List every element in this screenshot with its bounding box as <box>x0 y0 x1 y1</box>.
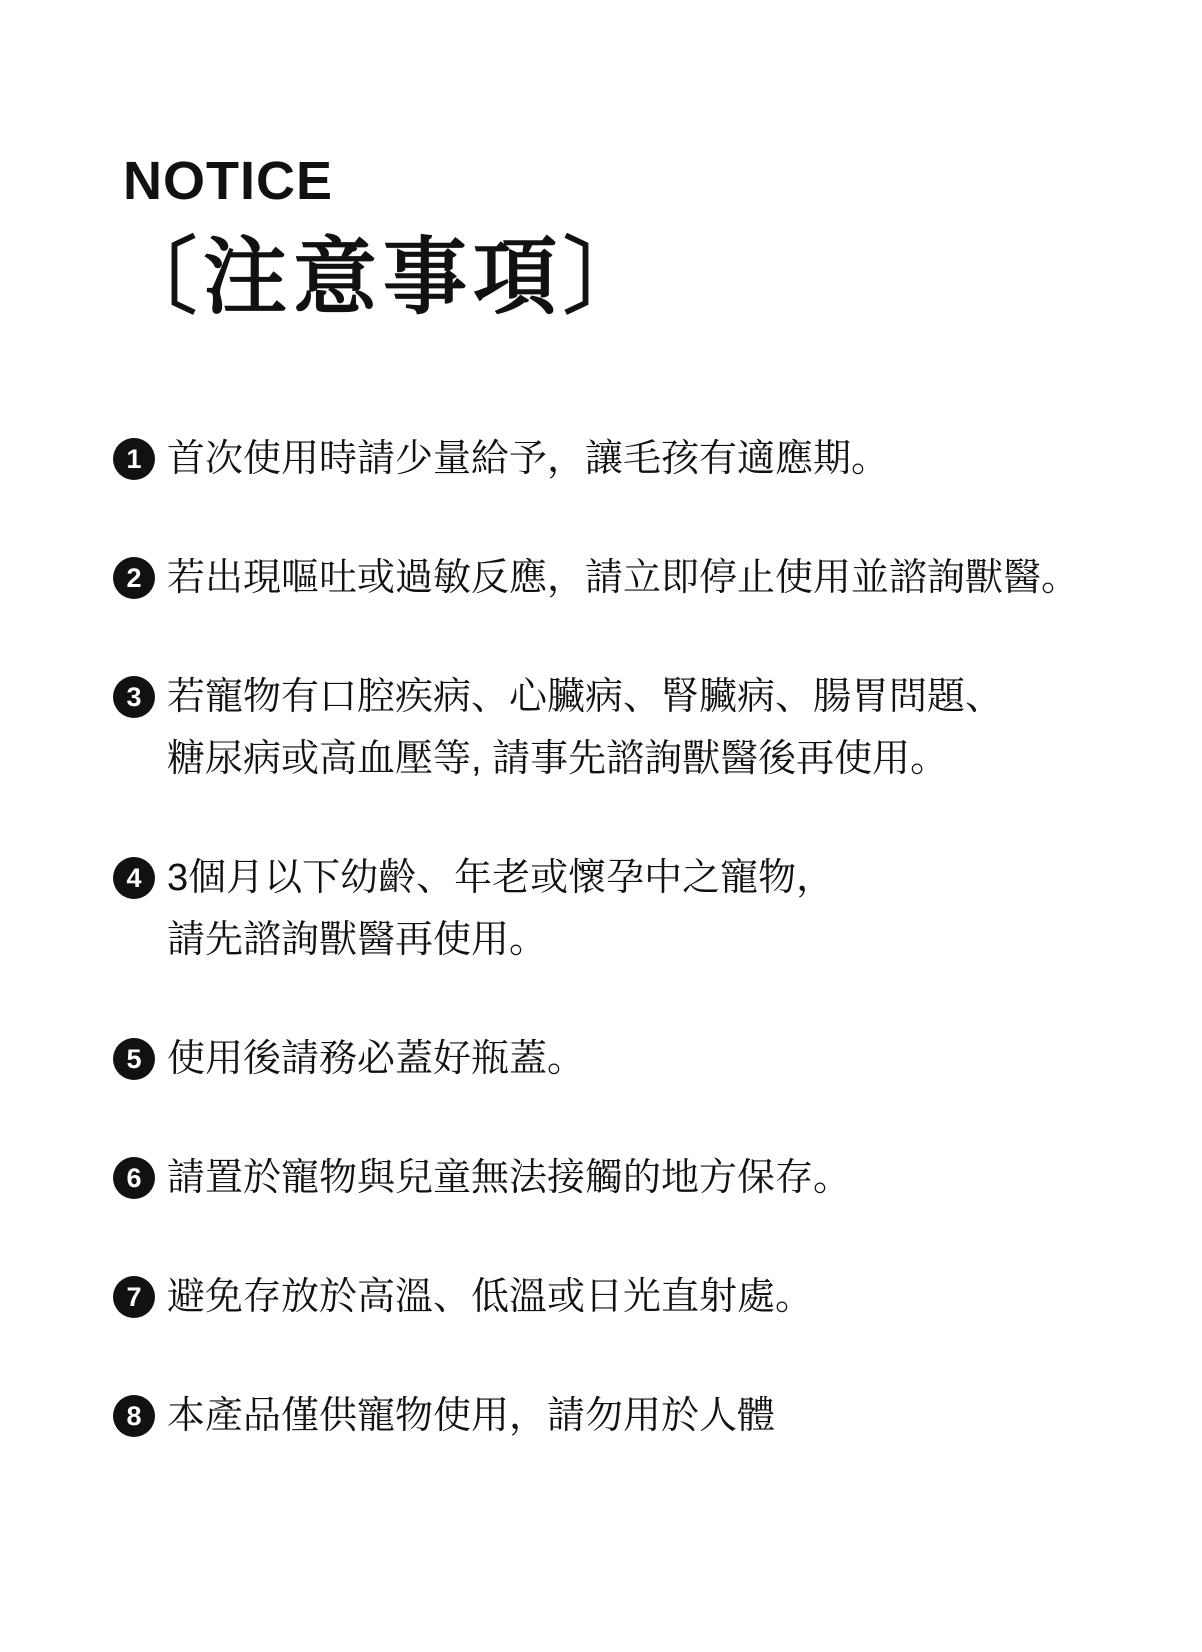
notice-text <box>167 1266 813 1328</box>
notice-text <box>167 547 1079 609</box>
notice-number-badge: 1 <box>113 438 155 480</box>
notice-text <box>167 847 834 971</box>
notice-text-line: 請先諮詢獸醫再使用。 <box>167 919 548 962</box>
page-title-chinese: 〔注意事項〕 <box>113 230 654 325</box>
notice-text-line: 避免存放於高溫、低溫或日光直射處。 <box>167 1276 814 1319</box>
notice-text <box>167 1147 851 1209</box>
notice-number-badge: 3 <box>113 676 155 718</box>
notice-item <box>113 666 1162 790</box>
notice-text-line: 首次使用時請少量給予，讓毛孩有適應期。 <box>167 438 890 481</box>
notice-item <box>113 547 1162 609</box>
notice-text <box>167 1385 775 1447</box>
notice-text <box>167 1028 585 1090</box>
notice-text-line: 3個月以下幼齡、年老或懷孕中之寵物， <box>167 857 835 900</box>
notice-number-badge: 6 <box>113 1157 155 1199</box>
notice-text-line: 糖尿病或高血壓等, 請事先諮詢獸醫後再使用。 <box>167 738 949 781</box>
page-title-english: NOTICE <box>123 151 334 211</box>
notice-number-badge: 5 <box>113 1038 155 1080</box>
notice-item <box>113 1385 1162 1447</box>
notice-text-line: 若寵物有口腔疾病、心臟病、腎臟病、腸胃問題、 <box>167 676 1004 719</box>
notice-text-line: 請置於寵物與兒童無法接觸的地方保存。 <box>167 1157 852 1200</box>
notice-item <box>113 1147 1162 1209</box>
notice-number-badge: 8 <box>113 1395 155 1437</box>
notice-number-badge: 4 <box>113 857 155 899</box>
notice-item <box>113 1266 1162 1328</box>
notice-text-line: 本產品僅供寵物使用，請勿用於人體 <box>167 1395 776 1438</box>
notice-text-line: 使用後請務必蓋好瓶蓋。 <box>167 1038 586 1081</box>
notice-list <box>113 428 1162 1447</box>
notice-text <box>167 428 889 490</box>
notice-text-line: 若出現嘔吐或過敏反應，請立即停止使用並諮詢獸醫。 <box>167 557 1080 600</box>
notice-number-badge: 2 <box>113 557 155 599</box>
notice-item <box>113 428 1162 490</box>
notice-item <box>113 1028 1162 1090</box>
notice-number-badge: 7 <box>113 1276 155 1318</box>
notice-text <box>167 666 1003 790</box>
notice-item <box>113 847 1162 971</box>
